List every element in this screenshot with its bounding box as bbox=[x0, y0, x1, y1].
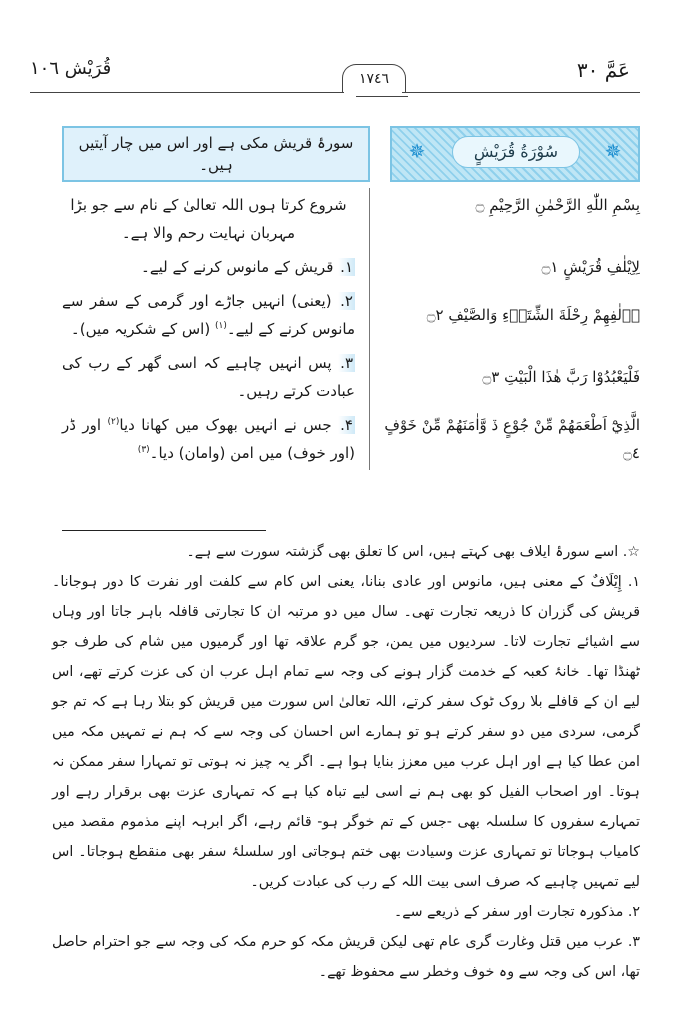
urdu-bismillah bbox=[52, 188, 370, 250]
header-divider bbox=[402, 92, 640, 93]
footnote: ۲. مذکورہ تجارت اور سفر کے ذریعے سے۔ bbox=[393, 904, 640, 920]
verse-number: ۴. bbox=[340, 416, 353, 434]
urdu-verse-4 bbox=[52, 408, 370, 470]
verse-text: جس نے انہیں بھوک میں کھانا دیا bbox=[119, 416, 332, 434]
star-ornament-icon: ✵ bbox=[408, 139, 426, 163]
urdu-verse-2 bbox=[52, 284, 370, 346]
footnote-ref[interactable]: (۱) bbox=[214, 321, 227, 331]
verse-text: اور ڈر (اور خوف) میں امن (وامان) دیا۔ bbox=[62, 416, 355, 462]
verse-text: (اس کے شکریہ میں)۔ bbox=[70, 320, 211, 338]
arabic-verse-2: اٖلٰفِهِمْ رِحْلَةَ الشِّتَاۗءِ وَالصَّيْفِ ۝٢ bbox=[426, 306, 640, 324]
surah-title: سُوْرَةُ قُرَيْشٍ bbox=[452, 136, 580, 168]
surah-header: قُرَيْش ١٠٦ bbox=[30, 58, 112, 79]
page-body bbox=[52, 126, 640, 987]
urdu-verse-1 bbox=[52, 250, 370, 284]
footnote-ref[interactable]: (۲) bbox=[107, 417, 120, 427]
verse-columns bbox=[52, 188, 640, 470]
footnote: ☆. اسے سورۂ ایلاف بھی کہتے ہیں، اس کا تعلق بھی گزشتہ سورت سے ہے۔ bbox=[186, 544, 640, 560]
urdu-bismillah-line: مہربان نہایت رحم والا ہے۔ bbox=[121, 224, 296, 242]
footnotes bbox=[52, 537, 640, 987]
verse-number: ۳. bbox=[340, 354, 353, 372]
arabic-bismillah: بِسْمِ اللّٰهِ الرَّحْمٰنِ الرَّحِيْمِ ۝ bbox=[475, 196, 640, 214]
verse-text: (یعنی) انہیں جاڑے اور گرمی کے سفر سے مانوس کرنے کے لیے۔ bbox=[62, 292, 355, 338]
star-ornament-icon: ✵ bbox=[604, 139, 622, 163]
header-divider bbox=[30, 92, 344, 93]
surah-title-ornament bbox=[390, 126, 640, 182]
verse-text: قریش کے مانوس کرنے کے لیے۔ bbox=[141, 258, 334, 276]
footnote: ۱. إِيْلَافٌ کے معنی ہیں، مانوس اور عادی بنانا، یعنی اس کام سے کلفت اور نفرت کا دور ہوجانا۔ قریش کی گزران کا ذریعہ تجارت تھی۔ سال میں دو مرتبہ ان کا تجارتی قافلہ باہر جاتا اور وہاں سے اشیائے تجارت لاتا۔ سردیوں میں یمن، جو گرم علاقہ تھا اور گرمیوں میں شام کی طرف جو ٹھنڈا تھا۔ خانۂ کعبہ کے خدمت گزار ہونے کی وجہ سے تمام اہل عرب ان کی عزت کرتے تھے، اس لیے ان کے قافلے بلا روک ٹوک سفر کرتے، اللہ تعالیٰ اس سورت میں قریش کو بتلا رہا ہے کہ تم جو گرمی، سردی میں دو سفر کرتے ہو تو ہمارے اس احسان کی وجہ سے کہ ہم نے تمہیں مکہ میں امن عطا کیا ہے اور اہل عرب میں معزز بنایا ہوا ہے۔ اگر یہ چیز نہ ہوتی تو تمہارا سفر ممکن نہ ہوتا۔ اور اصحاب الفیل کو بھی ہم نے اسی لیے تباہ کیا ہے کہ تمہاری عزت بھی برقرار رہے اور تمہارے سفروں کا سلسلہ بھی -جس کے تم خوگر ہو- قائم رہے، اگر ابرہہ اپنے مذموم مقصد میں کامیاب ہوجاتا تو تمہاری عزت وسیادت بھی ختم ہوجاتی اور سلسلۂ سفر بھی منقطع ہوجاتا۔ اس لیے تمہیں چاہیے کہ صرف اسی بیت اللہ کے رب کی عبادت کریں۔ bbox=[52, 574, 640, 890]
urdu-verse-3 bbox=[52, 346, 370, 408]
footnote: ۳. عرب میں قتل وغارت گری عام تھی لیکن قریش مکہ کو حرم مکہ کی وجہ سے جو احترام حاصل تھا، اس کی وجہ سے وہ خوف وخطر سے محفوظ تھے۔ bbox=[52, 934, 640, 980]
footnote-ref[interactable]: (۳) bbox=[137, 445, 150, 455]
footnote-rule bbox=[62, 530, 266, 531]
page-number: ١٧٤٦ bbox=[342, 64, 406, 93]
surah-title-row bbox=[52, 126, 640, 182]
arabic-verse-1: لِاِيْلٰفِ قُرَيْشٍ ۝١ bbox=[541, 258, 640, 276]
surah-description: سورۂ قریش مکی ہے اور اس میں چار آیتیں ہیں۔ bbox=[62, 126, 370, 182]
page-number-underline bbox=[356, 96, 408, 97]
verse-number: ۲. bbox=[340, 292, 353, 310]
para-name: عَمَّ ٣٠ bbox=[576, 58, 630, 82]
verse-text: پس انہیں چاہیے کہ اسی گھر کے رب کی عبادت کرتے رہیں۔ bbox=[62, 354, 355, 400]
arabic-verse-3: فَلْيَعْبُدُوْا رَبَّ هٰذَا الْبَيْتِ ۝٣ bbox=[482, 368, 640, 386]
arabic-verse-4: الَّذِيْٓ اَطْعَمَهُمْ مِّنْ جُوْعٍ ڏ وَّاٰمَنَهُمْ مِّنْ خَوْفٍ ۝٤ bbox=[384, 416, 640, 462]
verse-number: ۱. bbox=[340, 258, 353, 276]
urdu-bismillah-line: شروع کرتا ہوں اللہ تعالیٰ کے نام سے جو بڑا bbox=[70, 196, 347, 214]
